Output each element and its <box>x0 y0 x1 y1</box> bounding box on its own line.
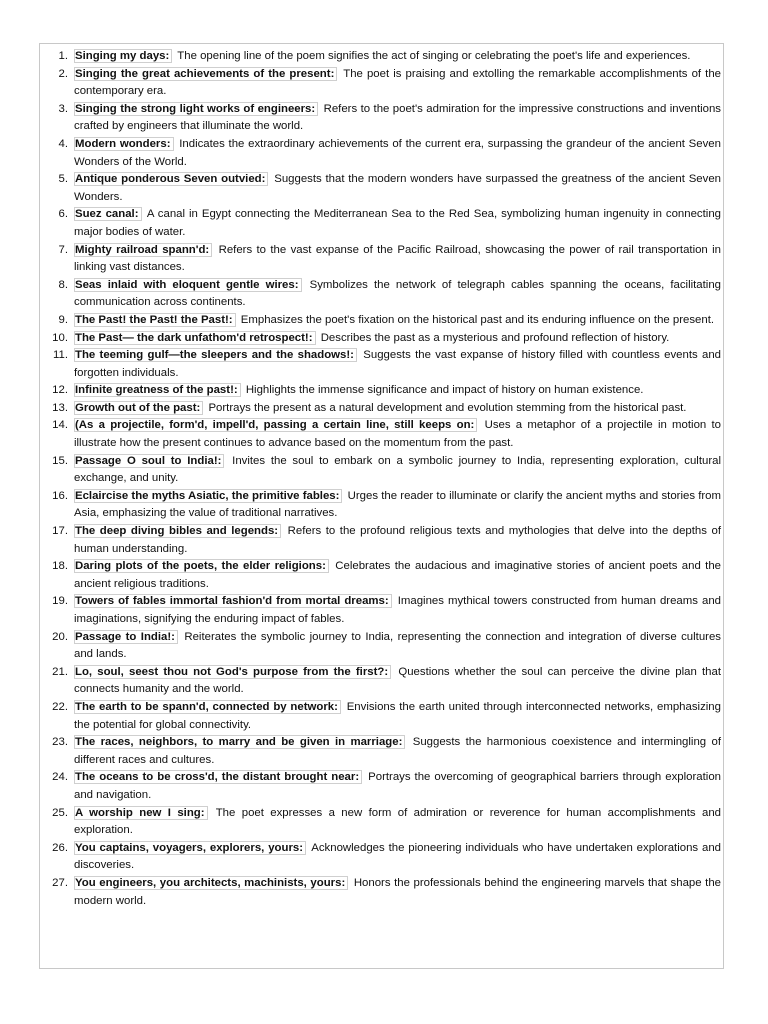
item-description: Celebrates the audacious and imaginative stories of ancient poets and the ancient religious traditions. <box>74 560 722 590</box>
item-description: Suggests that the modern wonders have surpassed the greatness of the ancient Seven Wonders. <box>74 173 722 203</box>
list-item <box>40 400 721 418</box>
item-text <box>68 171 721 206</box>
list-item <box>40 206 721 241</box>
item-text <box>68 488 721 523</box>
list-item <box>40 171 721 206</box>
item-term: The deep diving bibles and legends: <box>74 524 281 538</box>
item-description: Portrays the present as a natural development and evolution stemming from the historical past. <box>208 401 687 414</box>
item-description: Symbolizes the network of telegraph cables spanning the oceans, facilitating communication across continents. <box>74 278 722 309</box>
item-number: 8. <box>58 278 68 291</box>
list-item <box>40 312 721 330</box>
item-number: 22. <box>52 700 68 713</box>
item-text <box>68 101 721 136</box>
item-text <box>68 312 721 330</box>
item-term: The oceans to be cross'd, the distant brought near: <box>74 770 362 784</box>
item-number: 21. <box>52 665 68 678</box>
item-number: 9. <box>58 313 68 326</box>
item-number: 10. <box>52 331 68 344</box>
item-term: Singing my days: <box>74 49 172 63</box>
item-text <box>68 875 721 910</box>
item-text <box>68 66 721 101</box>
item-text <box>68 769 721 804</box>
item-term: The races, neighbors, to marry and be given in marriage: <box>74 735 405 749</box>
item-number: 1. <box>58 50 68 62</box>
item-term: Towers of fables immortal fashion'd from mortal dreams: <box>74 594 392 608</box>
item-term: Daring plots of the poets, the elder religions: <box>74 559 329 573</box>
item-number: 17. <box>52 525 68 538</box>
item-term: The earth to be spann'd, connected by network: <box>74 700 341 714</box>
item-description: Refers to the vast expanse of the Pacific Railroad, showcasing the power of rail transportation in linking vast distances. <box>74 243 721 274</box>
item-text <box>68 523 721 558</box>
item-text <box>68 734 721 769</box>
item-number: 11. <box>53 349 68 362</box>
list-item <box>40 48 721 66</box>
item-term: Mighty railroad spann'd: <box>74 243 212 257</box>
list-item <box>40 347 721 382</box>
item-description: A canal in Egypt connecting the Mediterranean Sea to the Red Sea, symbolizing human ingenuity in connecting major bodies of water. <box>74 208 721 238</box>
item-term: You captains, voyagers, explorers, yours: <box>74 841 306 855</box>
item-number: 27. <box>52 876 68 889</box>
list-item <box>40 734 721 769</box>
list-item <box>40 805 721 840</box>
item-text <box>68 48 721 66</box>
list-item <box>40 664 721 699</box>
item-number: 24. <box>52 771 68 784</box>
list-item <box>40 558 721 593</box>
item-number: 19. <box>52 595 68 608</box>
item-text <box>68 400 721 418</box>
item-term: The teeming gulf—the sleepers and the shadows!: <box>74 348 357 362</box>
item-term: Lo, soul, seest thou not God's purpose from the first?: <box>74 665 391 679</box>
item-number: 26. <box>52 841 68 854</box>
item-description: The opening line of the poem signifies the act of singing or celebrating the poet's life and experiences. <box>177 50 691 62</box>
item-term: A worship new I sing: <box>74 806 208 820</box>
item-term: Antique ponderous Seven outvied: <box>74 172 268 186</box>
item-number: 3. <box>58 102 68 115</box>
list-item <box>40 875 721 910</box>
item-number: 5. <box>58 173 68 186</box>
item-number: 16. <box>52 489 68 502</box>
item-text <box>68 664 721 699</box>
item-description: Highlights the immense significance and impact of history on human existence. <box>245 384 644 397</box>
list-item <box>40 523 721 558</box>
item-term: The Past— the dark unfathom'd retrospect!: <box>74 331 316 345</box>
list-item <box>40 593 721 628</box>
item-number: 14. <box>52 419 68 432</box>
item-number: 2. <box>58 67 68 80</box>
item-description: Indicates the extraordinary achievements of the current era, surpassing the grandeur of the ancient Seven Wonders of the World. <box>74 137 721 168</box>
item-number: 12. <box>52 384 68 397</box>
item-term: Seas inlaid with eloquent gentle wires: <box>74 278 302 292</box>
item-text <box>68 558 721 593</box>
item-description: Invites the soul to embark on a symbolic journey to India, representing exploration, cultural exchange, and unity. <box>74 454 721 485</box>
item-description: Suggests the vast expanse of history filled with countless events and forgotten individuals. <box>74 349 721 379</box>
item-description: Describes the past as a mysterious and profound reflection of history. <box>320 331 670 344</box>
list-item <box>40 417 721 452</box>
item-description: Reiterates the symbolic journey to India, representing the connection and integration of diverse cultures and lands. <box>74 630 721 661</box>
item-description: Suggests the harmonious coexistence and intermingling of different races and cultures. <box>74 736 721 766</box>
item-term: Singing the great achievements of the present: <box>74 67 337 81</box>
item-text <box>68 417 721 452</box>
item-number: 25. <box>52 806 68 819</box>
item-term: Infinite greatness of the past!: <box>74 383 241 397</box>
item-description: Refers to the poet's admiration for the impressive constructions and inventions crafted by engineers that illuminate the world. <box>74 102 721 133</box>
list-item <box>40 382 721 400</box>
item-description: Uses a metaphor of a projectile in motion to illustrate how the present continues to advance based on the momentum from the past. <box>74 419 722 450</box>
item-text <box>68 699 721 734</box>
item-number: 20. <box>52 630 68 643</box>
item-term: Passage to India!: <box>74 630 178 644</box>
item-term: Suez canal: <box>74 207 142 221</box>
item-text <box>68 242 721 277</box>
item-term: Passage O soul to India!: <box>74 454 224 468</box>
item-text <box>68 347 721 382</box>
item-description: Envisions the earth united through interconnected networks, emphasizing the potential for global connectivity. <box>74 700 721 731</box>
item-term: Singing the strong light works of engineers: <box>74 102 318 116</box>
item-text <box>68 805 721 840</box>
item-text <box>68 136 721 171</box>
item-term: (As a projectile, form'd, impell'd, passing a certain line, still keeps on: <box>74 418 477 432</box>
list-item <box>40 277 721 312</box>
list-item <box>40 488 721 523</box>
item-text <box>68 382 721 400</box>
list-item <box>40 136 721 171</box>
item-text <box>68 840 721 875</box>
item-number: 13. <box>52 401 68 414</box>
item-description: Acknowledges the pioneering individuals who have undertaken explorations and discoveries. <box>74 841 721 872</box>
item-description: Honors the professionals behind the engineering marvels that shape the modern world. <box>74 876 721 907</box>
list-item <box>40 769 721 804</box>
list-item <box>40 242 721 277</box>
item-term: The Past! the Past! the Past!: <box>74 313 236 327</box>
item-text <box>68 593 721 628</box>
list-item <box>40 840 721 875</box>
item-description: The poet expresses a new form of admiration or reverence for human accomplishments and exploration. <box>74 806 721 837</box>
item-term: Modern wonders: <box>74 137 174 151</box>
list-item <box>40 101 721 136</box>
item-number: 4. <box>58 137 68 150</box>
item-number: 18. <box>52 560 68 573</box>
item-description: The poet is praising and extolling the remarkable accomplishments of the contemporary era. <box>74 67 721 98</box>
item-text <box>68 629 721 664</box>
document-page <box>39 43 724 969</box>
item-description: Emphasizes the poet's fixation on the historical past and its enduring influence on the present. <box>240 313 715 326</box>
item-description: Questions whether the soul can perceive the divine plan that connects humanity and the world. <box>74 665 721 696</box>
item-number: 6. <box>58 208 68 221</box>
list-item <box>40 629 721 664</box>
item-text <box>68 330 721 348</box>
item-number: 7. <box>58 243 68 256</box>
item-text <box>68 206 721 241</box>
item-description: Imagines mythical towers constructed from human dreams and imaginations, signifying the enduring impact of fables. <box>74 595 721 625</box>
item-description: Refers to the profound religious texts and mythologies that delve into the depths of human understanding. <box>74 525 721 555</box>
item-term: Eclaircise the myths Asiatic, the primitive fables: <box>74 489 342 503</box>
item-text <box>68 453 721 488</box>
list-item <box>40 330 721 348</box>
list-item <box>40 699 721 734</box>
glossary-list <box>40 48 721 910</box>
item-description: Portrays the overcoming of geographical barriers through exploration and navigation. <box>74 771 721 801</box>
item-description: Urges the reader to illuminate or clarify the ancient myths and stories from Asia, emphasizing the value of traditional narratives. <box>74 489 722 520</box>
item-term: You engineers, you architects, machinists, yours: <box>74 876 348 890</box>
item-term: Growth out of the past: <box>74 401 203 415</box>
list-item <box>40 453 721 488</box>
item-number: 15. <box>52 454 68 467</box>
item-number: 23. <box>52 736 68 749</box>
item-text <box>68 277 721 312</box>
list-item <box>40 66 721 101</box>
